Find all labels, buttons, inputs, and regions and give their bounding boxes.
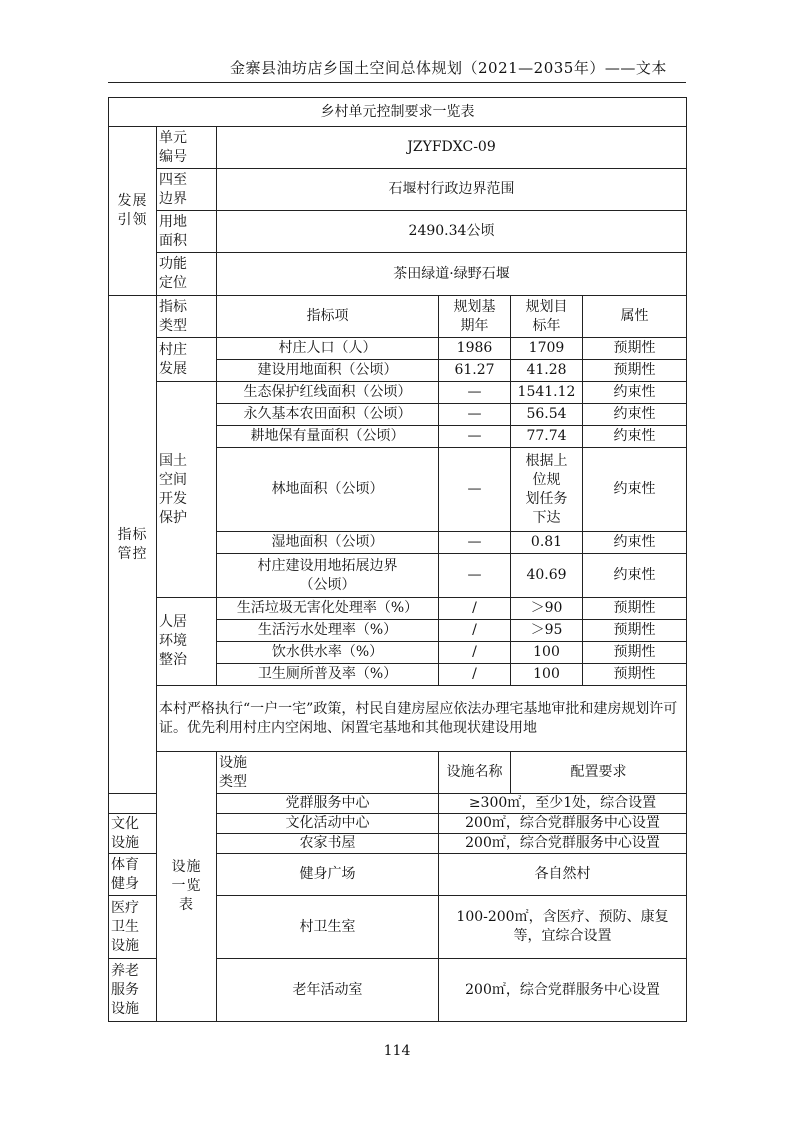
facility-type: 文化 设施 [109, 814, 157, 854]
rural-unit-control-table [108, 97, 687, 1022]
facility-requirement: 200㎡，综合党群服务中心设置 [439, 959, 687, 1022]
target-value: 1709 [511, 338, 583, 360]
attribute: 约束性 [583, 426, 687, 448]
column-header: 指标项 [217, 296, 439, 338]
attribute: 预期性 [583, 620, 687, 642]
indicator-item: 卫生厕所普及率（%） [217, 664, 439, 686]
indicator-header-row [109, 296, 687, 338]
table-title-row [109, 98, 687, 127]
indicator-item: 村庄人口（人） [217, 338, 439, 360]
facility-requirement: 200㎡，综合党群服务中心设置 [439, 834, 687, 854]
table-row [109, 169, 687, 211]
indicator-item: 湿地面积（公顷） [217, 532, 439, 554]
attribute: 约束性 [583, 404, 687, 426]
indicator-item: 生活污水处理率（%） [217, 620, 439, 642]
facility-requirement: ≥300㎡，至少1处，综合设置 [439, 794, 687, 814]
indicator-item: 生活垃圾无害化处理率（%） [217, 598, 439, 620]
facility-type: 养老 服务 设施 [109, 959, 157, 1022]
facility-requirement: 200㎡，综合党群服务中心设置 [439, 814, 687, 834]
base-value: 1986 [439, 338, 511, 360]
facility-name: 文化活动中心 [217, 814, 439, 834]
target-value: ＞95 [511, 620, 583, 642]
column-header: 属性 [583, 296, 687, 338]
target-value: 1541.12 [511, 382, 583, 404]
column-header: 规划目 标年 [511, 296, 583, 338]
base-value: / [439, 620, 511, 642]
target-value: ＞90 [511, 598, 583, 620]
attribute: 预期性 [583, 598, 687, 620]
page-header: 金寨县油坊店乡国土空间总体规划（2021—2035年）——文本 [230, 59, 667, 77]
page-number: 114 [383, 1043, 411, 1059]
table-row [109, 253, 687, 296]
indicator-item: 村庄建设用地拓展边界 （公顷） [217, 554, 439, 598]
indicator-item: 饮水供水率（%） [217, 642, 439, 664]
table-row [109, 598, 687, 620]
facility-name: 农家书屋 [217, 834, 439, 854]
target-value: 40.69 [511, 554, 583, 598]
base-value: — [439, 404, 511, 426]
base-value: — [439, 382, 511, 404]
facility-name: 老年活动室 [217, 959, 439, 1022]
base-value: — [439, 448, 511, 532]
attribute: 预期性 [583, 664, 687, 686]
indicator-item: 耕地保有量面积（公顷） [217, 426, 439, 448]
target-value: 根据上 位规 划任务 下达 [511, 448, 583, 532]
table-row [109, 127, 687, 169]
column-header: 指标 类型 [157, 296, 217, 338]
attribute: 约束性 [583, 382, 687, 404]
target-value: 56.54 [511, 404, 583, 426]
indicator-item: 永久基本农田面积（公顷） [217, 404, 439, 426]
function-value: 茶田绿道·绿野石堰 [217, 253, 687, 296]
attribute: 约束性 [583, 448, 687, 532]
base-value: 61.27 [439, 360, 511, 382]
indicator-item: 生态保护红线面积（公顷） [217, 382, 439, 404]
section-label-development: 发展 引领 [109, 127, 157, 296]
facility-type: 体育 健身 [109, 854, 157, 896]
section-label-facilities: 设施 一览 表 [157, 752, 217, 1022]
group-label: 国土 空间 开发 保护 [157, 382, 217, 598]
facility-header-row [109, 752, 687, 794]
base-value: / [439, 642, 511, 664]
base-value: / [439, 598, 511, 620]
column-header: 设施名称 [439, 752, 511, 794]
facility-name: 健身广场 [217, 854, 439, 896]
base-value: — [439, 554, 511, 598]
unit-code: JZYFDXC-09 [217, 127, 687, 169]
homestead-note: 本村严格执行“一户一宅”政策，村民自建房屋应依法办理宅基地审批和建房规划许可证。优先利用村庄内空闲地、闲置宅基地和其他现状建设用地 [157, 686, 687, 752]
section-label-indicators: 指标 管控 [109, 296, 157, 794]
facility-name: 村卫生室 [217, 896, 439, 959]
attribute: 预期性 [583, 360, 687, 382]
target-value: 77.74 [511, 426, 583, 448]
attribute: 约束性 [583, 532, 687, 554]
row-label: 四至 边界 [157, 169, 217, 211]
base-value: / [439, 664, 511, 686]
indicator-item: 建设用地面积（公顷） [217, 360, 439, 382]
attribute: 预期性 [583, 338, 687, 360]
target-value: 100 [511, 664, 583, 686]
note-row [109, 686, 687, 752]
target-value: 0.81 [511, 532, 583, 554]
base-value: — [439, 426, 511, 448]
facility-requirement: 100-200㎡，含医疗、预防、康复等，宜综合设置 [439, 896, 687, 959]
boundary-value: 石堰村行政边界范围 [217, 169, 687, 211]
indicator-item: 林地面积（公顷） [217, 448, 439, 532]
column-header: 规划基 期年 [439, 296, 511, 338]
row-label: 功能 定位 [157, 253, 217, 296]
facility-type-empty [109, 794, 157, 814]
group-label: 人居 环境 整治 [157, 598, 217, 686]
base-value: — [439, 532, 511, 554]
column-header: 设施 类型 [217, 752, 439, 794]
table-row [109, 382, 687, 404]
area-value: 2490.34公顷 [217, 211, 687, 253]
group-label: 村庄 发展 [157, 338, 217, 382]
attribute: 约束性 [583, 554, 687, 598]
table-row [109, 338, 687, 360]
attribute: 预期性 [583, 642, 687, 664]
row-label: 用地 面积 [157, 211, 217, 253]
column-header: 配置要求 [511, 752, 687, 794]
table-title: 乡村单元控制要求一览表 [109, 98, 687, 127]
header-rule [108, 82, 686, 83]
row-label: 单元 编号 [157, 127, 217, 169]
target-value: 41.28 [511, 360, 583, 382]
facility-name: 党群服务中心 [217, 794, 439, 814]
target-value: 100 [511, 642, 583, 664]
facility-requirement: 各自然村 [439, 854, 687, 896]
facility-type: 医疗 卫生 设施 [109, 896, 157, 959]
table-row [109, 211, 687, 253]
